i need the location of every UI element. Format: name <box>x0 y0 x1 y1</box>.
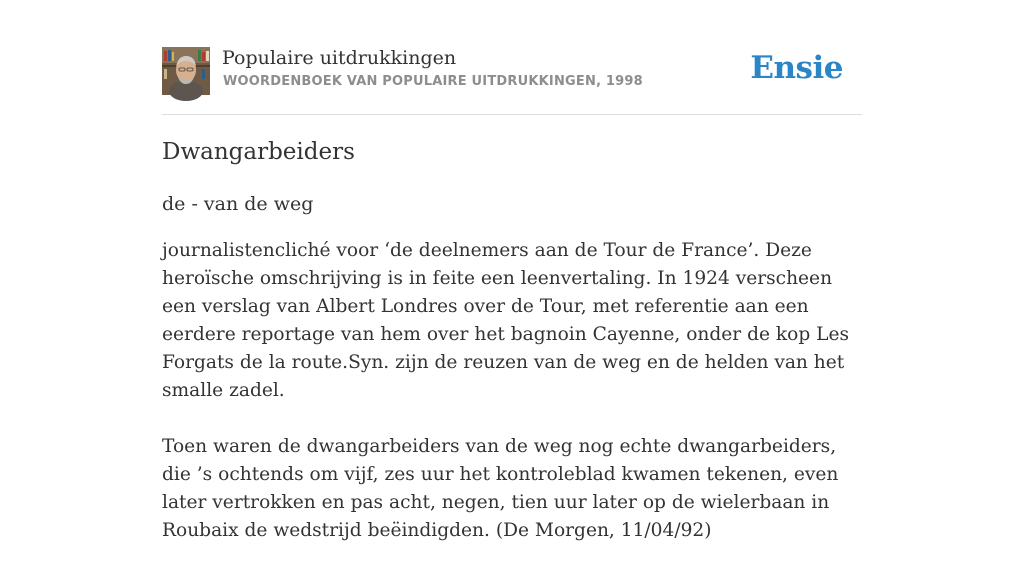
source-subtitle: WOORDENBOEK VAN POPULAIRE UITDRUKKINGEN, 1998 <box>223 74 643 89</box>
source-title[interactable]: Populaire uitdrukkingen <box>222 47 457 69</box>
entry-paragraph-definition: journalistencliché voor ‘de deelnemers aan de Tour de France’. Deze heroïsche omschrijving is in feite een leenvertaling. In 1924 verscheen een verslag van Albert Londres over de Tour, met referentie aan een eerdere reportage van hem over het bagnoin Cayenne, onder de kop Les Forgats de la route.Syn. zijn de reuzen van de weg en de helden van het smalle zadel. <box>162 240 850 401</box>
entry-body <box>162 237 862 573</box>
author-avatar[interactable] <box>162 47 210 95</box>
entry-paragraph-example: Toen waren de dwangarbeiders van de weg nog echte dwangarbeiders, die ’s ochtends om vijf, zes uur het kontroleblad kwamen tekenen, even later vertrokken en pas acht, negen, tien uur later op de wielerbaan in Roubaix de wedstrijd beëindigden. (De Morgen, 11/04/92) <box>162 436 839 541</box>
source-header <box>162 46 862 115</box>
entry-title: Dwangarbeiders <box>162 139 355 165</box>
entry-subtitle: de - van de weg <box>162 193 314 215</box>
avatar-photo-icon <box>162 47 210 95</box>
ensie-logo[interactable]: Ensie <box>750 50 843 86</box>
